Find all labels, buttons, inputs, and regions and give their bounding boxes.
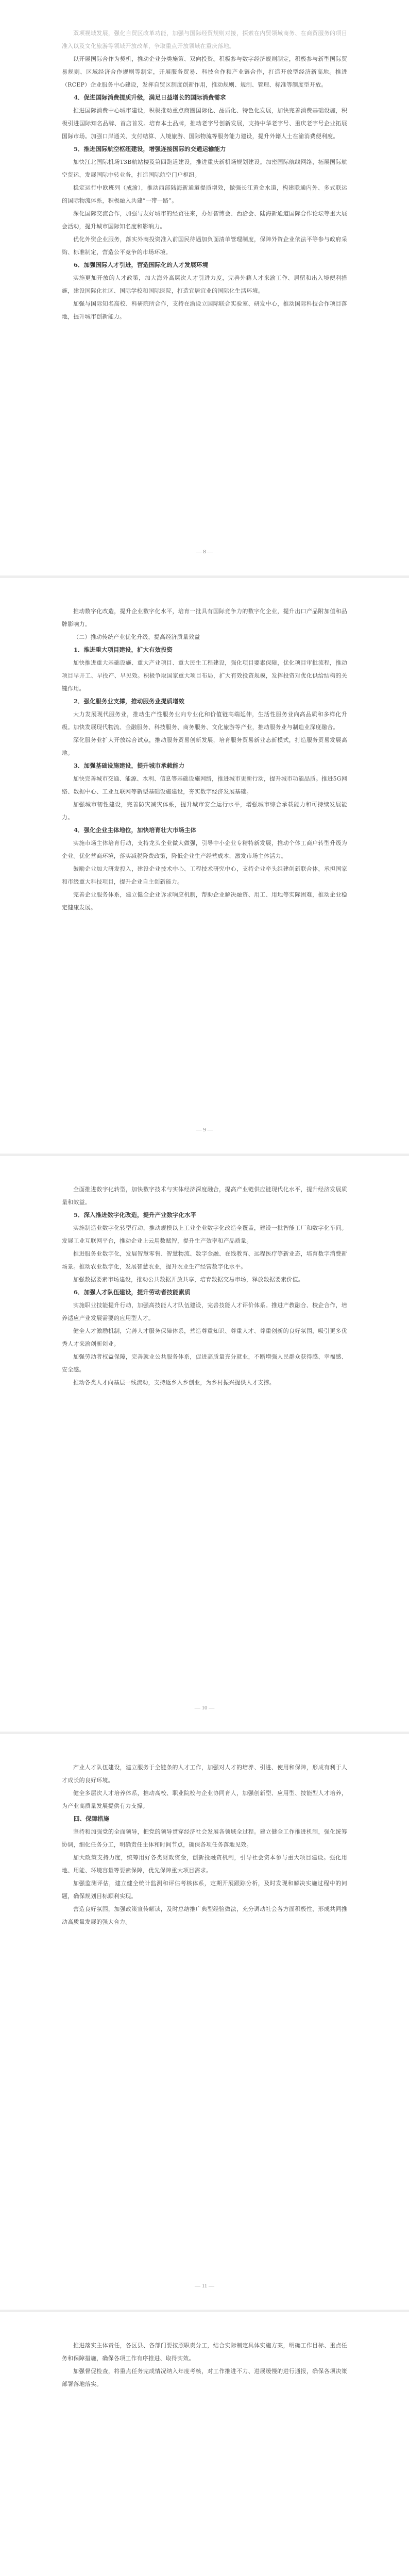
page-number: — 9 — — [196, 1127, 213, 1133]
section-heading: 2．强化服务业支撑，推动服务业提质增效 — [74, 698, 184, 705]
body-paragraph: 加快江北国际机场T3B航站楼及第四跑道建设，推进重庆新机场规划建设。加密国际航线网络，拓展国际航空货运，发展国际中转业务，打造国际航空门户枢纽。 — [62, 159, 347, 178]
page-body — [62, 1761, 347, 1928]
section-heading: 4．促进国际消费提质升级，满足日益增长的国际消费需求 — [74, 94, 226, 101]
body-paragraph: 实施市场主体培育行动，支持龙头企业做大做强，引导中小企业专精特新发展，推动个体工商户转型升级为企业。优化营商环境，落实减税降费政策，降低企业生产经营成本，激发市场主体活力。 — [62, 840, 347, 859]
page-body — [62, 2339, 347, 2391]
body-paragraph: 推进服务业数字化，发展智慧零售、智慧物流、数字金融、在线教育、远程医疗等新业态，培育数字消费新场景。推动农业数字化，发展智慧农业，提升农业生产经营数字化水平。 — [62, 1250, 347, 1270]
body-paragraph: 双项视域发展，强化自贸区改革功能，加强与国际经贸规则对接，探索在内贸领域商务、在商贸服务的项目准入以及文化旅游等领域开放改革，争取重点开放领域在重庆落地。 — [62, 30, 347, 49]
body-paragraph: 实施职业技能提升行动，加强高技能人才队伍建设，完善技能人才评价体系。推进产教融合、校企合作，培养适应产业发展需要的应用型人才。 — [62, 1302, 347, 1321]
body-paragraph: 推进国际消费中心城市建设，积极推动重点商圈国际化、品质化、特色化发展，加快完善消费基础设施，积极引进国际知名品牌、首店首发。培育本土品牌，推动老字号创新发展，支持中华老字号、重庆老字号企业拓展国际市场。加强口岸通关、支付结算、入境旅游、国际物流等服务能力建设，提升外籍人士在渝消费便利度。 — [62, 107, 347, 140]
body-paragraph: 产业人才队伍建设，建立服务于全链条的人才工作，加强对人才的培养、引进、使用和保障，形成有利于人才成长的良好环境。 — [62, 1764, 347, 1784]
page-number: — 11 — — [194, 2283, 215, 2289]
section-heading: 1．推进重大项目建设，扩大有效投资 — [74, 646, 173, 653]
page-1 — [0, 0, 409, 575]
body-paragraph: 加强数据要素市场建设，推动公共数据开放共享，培育数据交易市场，释放数据要素价值。 — [73, 1276, 304, 1283]
body-paragraph: 推进落实主体责任，各区县、各部门要按照职责分工，结合实际制定具体实施方案，明确工作目标、重点任务和保障措施，确保各项工作有序推进、取得实效。 — [62, 2342, 347, 2362]
page-number: — 10 — — [194, 1705, 215, 1711]
body-paragraph: 推动数字化改造，提升企业数字化水平，培育一批具有国际竞争力的数字化企业，提升出口产品附加值和品牌影响力。 — [62, 608, 347, 628]
section-heading: 6．加强国际人才引进，营造国际化的人才发展环境 — [74, 261, 208, 268]
page-number: — 8 — — [196, 549, 213, 555]
body-paragraph: 加大政策支持力度，统筹用好各类财政资金，创新投融资机制，引导社会资本参与重大项目建设。强化用地、用能、环境容量等要素保障，优先保障重大项目需求。 — [62, 1854, 347, 1874]
body-paragraph: 加强督促检查，将重点任务完成情况纳入年度考核，对工作推进不力、进展缓慢的进行通报，确保各项决策部署落地落实。 — [62, 2368, 347, 2387]
body-paragraph: 稳定运行中欧班列（成渝），推动西部陆海新通道提质增效，做强长江黄金水道，构建联通内外、多式联运的国际物流体系，积极融入共建“一带一路”。 — [62, 184, 347, 204]
body-paragraph: 全面推进数字化转型，加快数字技术与实体经济深度融合，提高产业链供应链现代化水平，提升经济发展质量和效益。 — [62, 1186, 347, 1206]
body-paragraph: （二）推动传统产业优化升级，提高经济质量效益 — [73, 634, 200, 640]
section-heading: 4．强化企业主体地位，加快培育壮大市场主体 — [74, 826, 196, 834]
section-heading: 3．加强基础设施建设，提升城市承载能力 — [74, 762, 184, 769]
body-paragraph: 加快推进重大基础设施、重大产业项目、重大民生工程建设，强化项目要素保障，优化项目审批流程，推动项目早开工、早投产、早见效。积极争取国家重大项目布局，扩大有效投资规模，发挥投资对优化供给结构的关键作用。 — [62, 659, 347, 692]
body-paragraph: 坚持和加强党的全面领导，把党的领导贯穿经济社会发展各领域全过程。建立健全工作推进机制，强化统筹协调，细化任务分工，明确责任主体和时间节点，确保各项任务落地见效。 — [62, 1828, 347, 1848]
page-3 — [0, 1156, 409, 1732]
body-paragraph: 以开展国际合作为契机，推动企业分类施策、双向投资。积极参与数字经济规则制定，积极参与新型国际贸易规则、区域经济合作规则等制定，开展服务贸易、科技合作和产业链合作，打造开放型经济新高地。推进（RCEP）企业服务中心建设，发挥自贸区制度创新作用，推动规则、规制、管理、标准等制度型开放。 — [62, 56, 347, 88]
body-paragraph: 实施更加开放的人才政策，加大海外高层次人才引进力度，完善外籍人才来渝工作、居留和出入境便利措施，建设国际化社区、国际学校和国际医院，打造宜居宜业的国际化生活环境。 — [62, 275, 347, 294]
body-paragraph: 加强城市韧性建设，完善防灾减灾体系，提升城市安全运行水平，增强城市综合承载能力和可持续发展能力。 — [62, 801, 347, 821]
body-paragraph: 大力发展现代服务业，推动生产性服务业向专业化和价值链高端延伸，生活性服务业向高品质和多样化升级。加快发展现代物流、金融服务、科技服务、商务服务、文化旅游等产业，推动服务业与制造业深度融合。 — [62, 711, 347, 731]
body-paragraph: 营造良好氛围，加强政策宣传解读，及时总结推广典型经验做法，充分调动社会各方面积极性，形成共同推动高质量发展的强大合力。 — [62, 1906, 347, 1925]
body-paragraph: 鼓励企业加大研发投入，建设企业技术中心、工程技术研究中心，支持企业牵头组建创新联合体，承担国家和市级重大科技项目，提升企业自主创新能力。 — [62, 866, 347, 885]
section-heading: 5．推进国际航空枢纽建设，增强连接国际的交通运输能力 — [74, 145, 226, 152]
body-paragraph: 推动各类人才向基层一线流动，支持返乡入乡创业，为乡村振兴提供人才支撑。 — [73, 1379, 275, 1386]
body-paragraph: 优化外资企业服务，落实外商投资准入前国民待遇加负面清单管理制度，保障外资企业依法平等参与政府采购、标准制定，营造公平竞争的市场环境。 — [62, 236, 347, 256]
page-body — [62, 27, 347, 323]
page-2 — [0, 578, 409, 1154]
body-paragraph: 加快完善城市交通、能源、水利、信息等基础设施网络，推进城市更新行动，提升城市功能品质。推进5G网络、数据中心、工业互联网等新型基础设施建设，夯实数字经济发展基础。 — [62, 775, 347, 795]
body-paragraph: 加强劳动者权益保障，完善就业公共服务体系，促进高质量充分就业，不断增强人民群众获得感、幸福感、安全感。 — [62, 1353, 347, 1373]
body-paragraph: 加强监测评估，建立健全统计监测和评估考核体系，定期开展跟踪分析，及时发现和解决实施过程中的问题，确保规划目标顺利实现。 — [62, 1880, 347, 1900]
body-paragraph: 健全多层次人才培养体系，推动高校、职业院校与企业协同育人，加强创新型、应用型、技能型人才培养，为产业高质量发展提供有力支撑。 — [62, 1790, 347, 1809]
body-paragraph: 健全人才激励机制，完善人才服务保障体系，营造尊重知识、尊重人才、尊重创新的良好氛围，吸引更多优秀人才来渝创新创业。 — [62, 1328, 347, 1347]
body-paragraph: 完善企业服务体系，建立健全企业诉求响应机制，帮助企业解决融资、用工、用地等实际困难，推动企业稳定健康发展。 — [62, 891, 347, 911]
body-paragraph: 实施制造业数字化转型行动，推动规模以上工业企业数字化改造全覆盖，建设一批智能工厂和数字化车间。发展工业互联网平台，推动企业上云用数赋智，提升生产效率和产品质量。 — [62, 1225, 347, 1244]
body-paragraph: 深化国际交流合作，加强与友好城市的经贸往来，办好智博会、西洽会、陆海新通道国际合作论坛等重大展会活动，提升城市国际知名度和影响力。 — [62, 210, 347, 230]
page-4 — [0, 1734, 409, 2310]
page-body — [62, 605, 347, 914]
body-paragraph: 加强与国际知名高校、科研院所合作，支持在渝设立国际联合实验室、研发中心，推动国际科技合作项目落地，提升城市创新能力。 — [62, 300, 347, 320]
section-heading: 四、保障措施 — [74, 1815, 109, 1822]
body-paragraph: 深化服务业扩大开放综合试点，推动服务贸易创新发展，培育服务贸易新业态新模式，打造服务贸易发展高地。 — [62, 737, 347, 756]
page-5 — [0, 2312, 409, 2576]
section-heading: 6．加强人才队伍建设，提升劳动者技能素质 — [74, 1289, 191, 1296]
page-body — [62, 1183, 347, 1389]
section-heading: 5．深入推进数字化改造，提升产业数字化水平 — [74, 1211, 196, 1218]
